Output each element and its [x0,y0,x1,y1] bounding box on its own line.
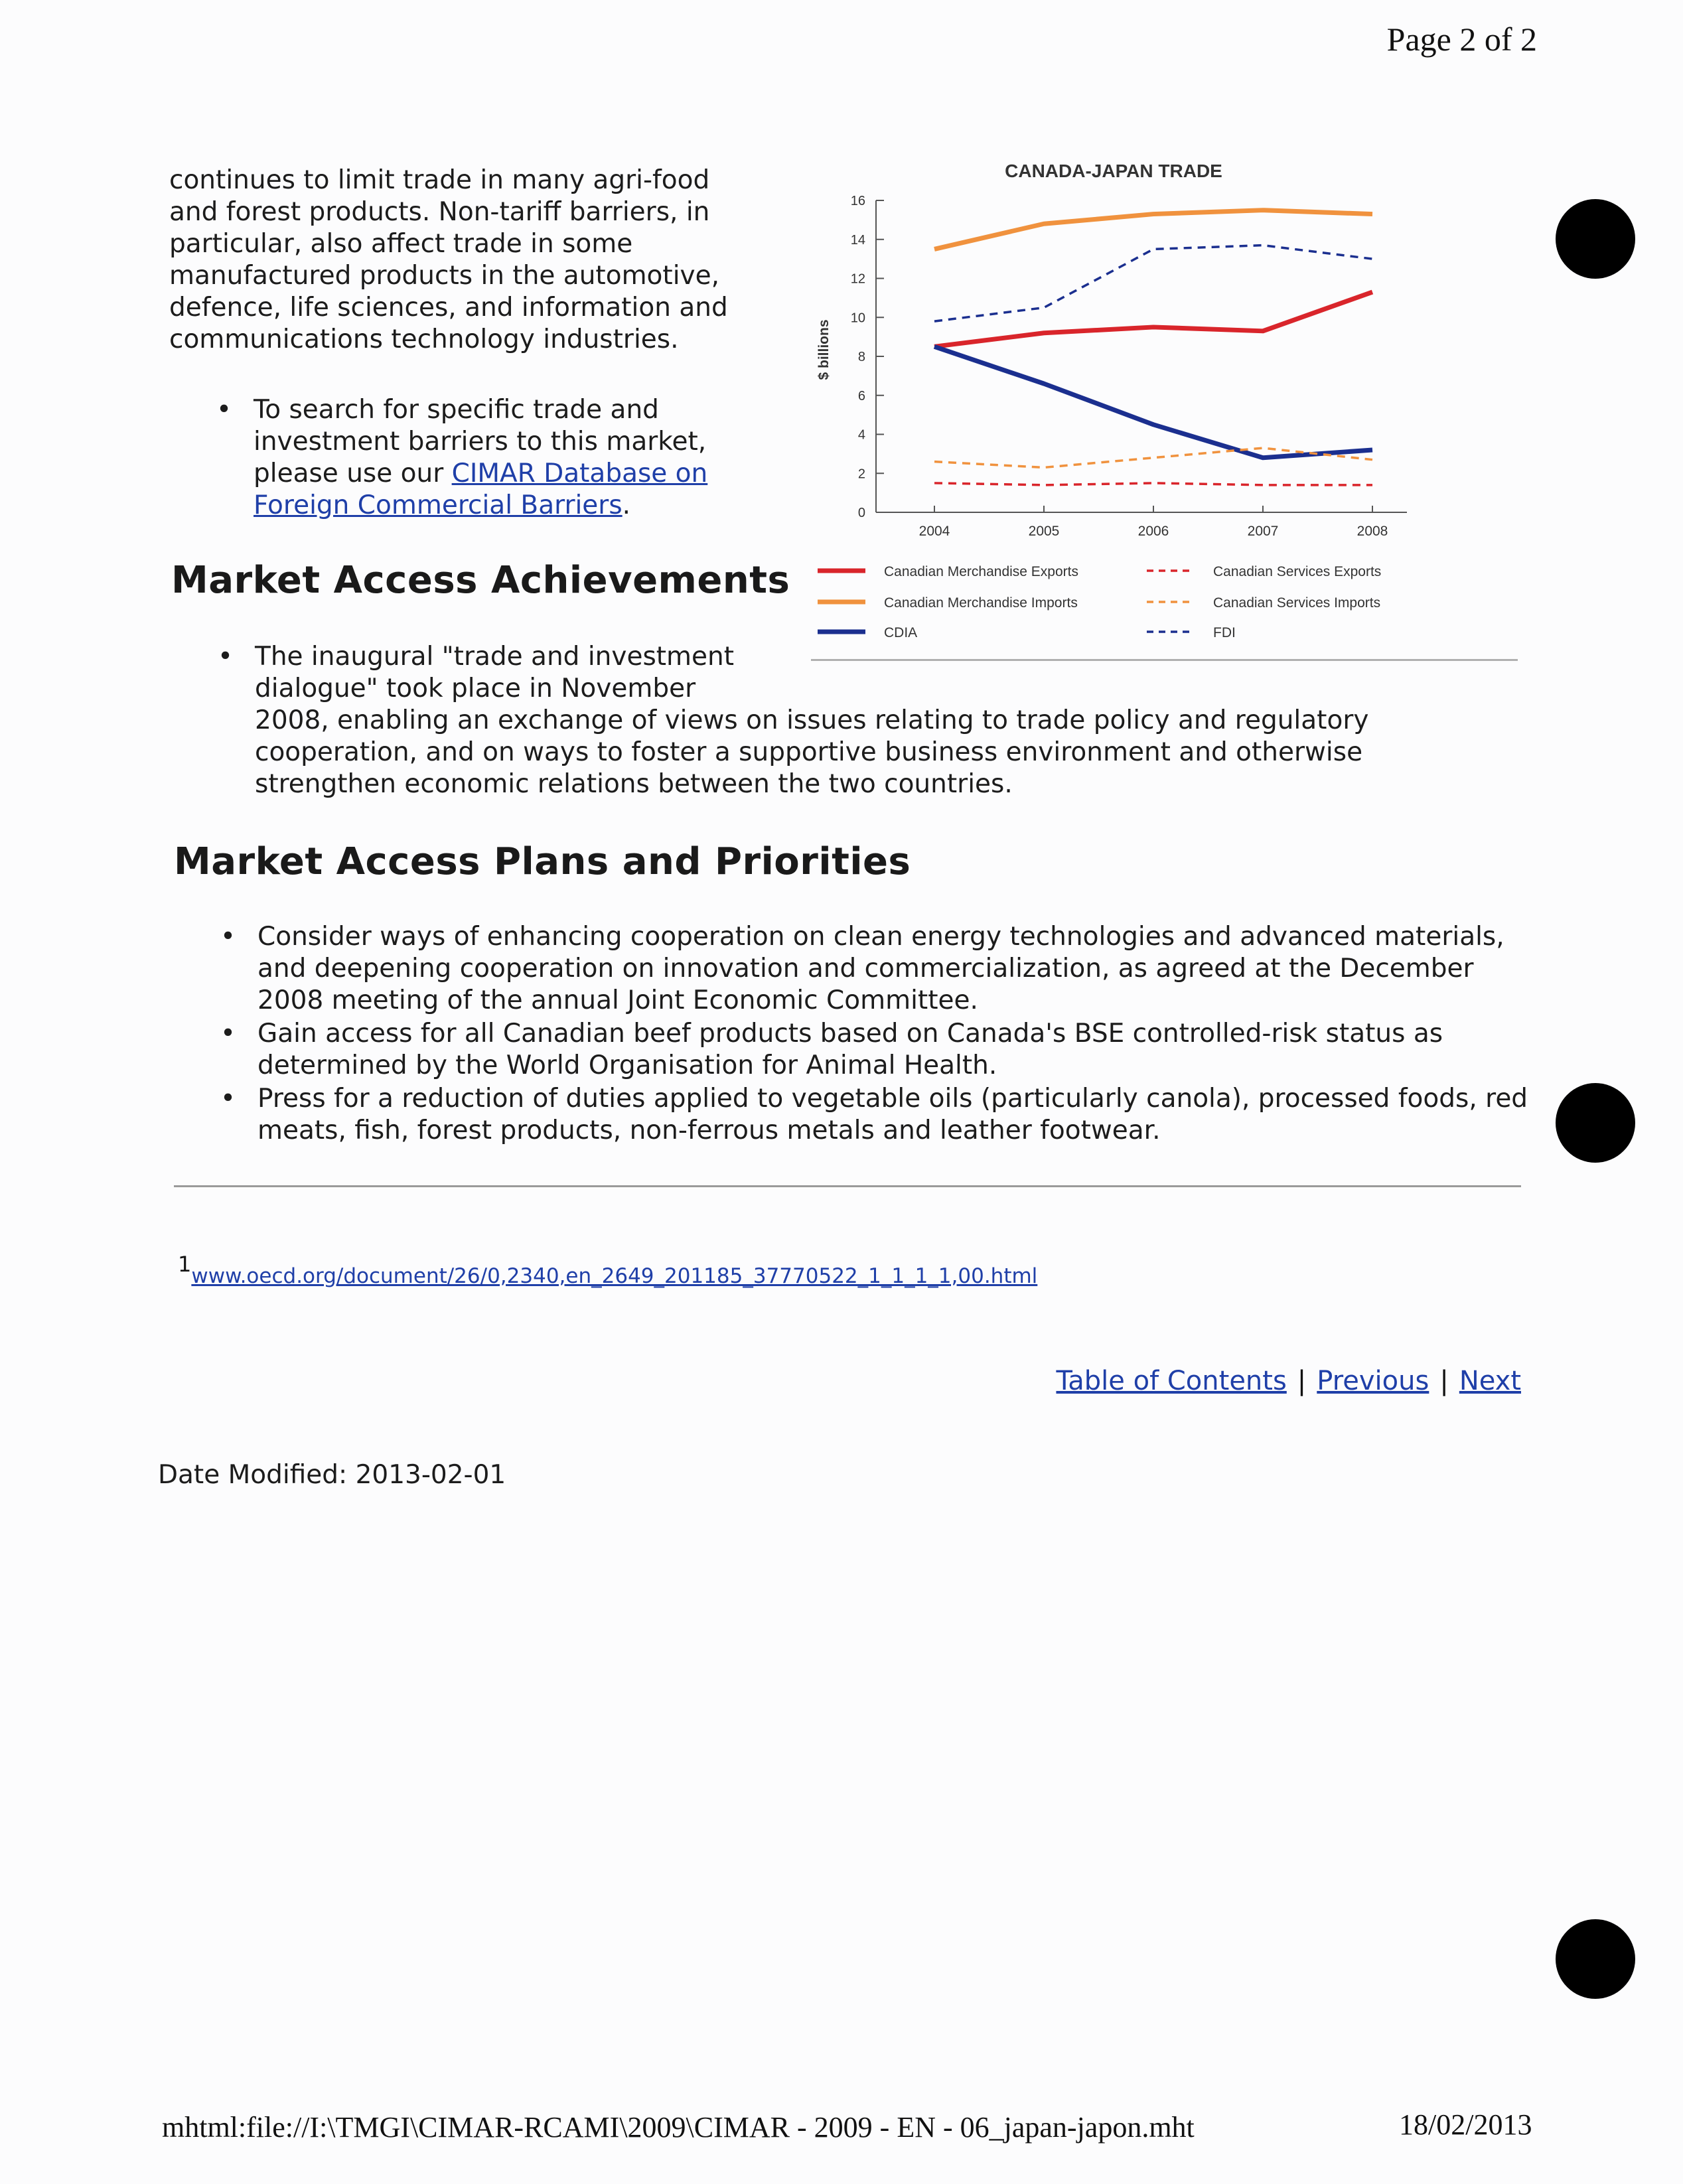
bullet-dot: • [220,1019,236,1049]
series-line-cdia [934,346,1372,457]
nav-separator: | [1297,1366,1307,1396]
legend-label: Canadian Services Exports [1213,564,1382,579]
bullet-dot: • [220,922,236,952]
punch-hole [1556,199,1635,279]
bullet-dot: • [218,642,234,672]
y-axis-label: $ billions [816,319,832,380]
x-tick-label: 2006 [1137,524,1169,539]
list-item [220,921,1532,1017]
y-tick-label: 4 [857,427,865,443]
previous-link[interactable]: Previous [1317,1366,1429,1396]
next-link[interactable]: Next [1459,1366,1521,1396]
y-tick-label: 2 [857,467,865,482]
print-date: 18/02/2013 [1399,2108,1532,2141]
legend-label: CDIA [884,625,918,640]
bullet-text: To search for specific trade and investment barriers to this market, please use our [254,395,707,488]
canada-japan-trade-chart [802,153,1439,664]
plan-text: Press for a reduction of duties applied to vegetable oils (particularly canola), processed foods, red meats, fish, forest products, non-ferrous metals and leather footwear. [257,1084,1528,1145]
chart-divider [811,659,1518,661]
footnote-number: 1 [178,1252,192,1277]
achievement-bullet [218,641,759,705]
footnote-link[interactable]: www.oecd.org/document/26/0,2340,en_2649_201185_37770522_1_1_1_1,00.html [191,1264,1038,1288]
print-file-path: mhtml:file://I:\TMGI\CIMAR-RCAMI\2009\CIMAR - 2009 - EN - 06_japan-japon.mht [162,2111,1195,2144]
bullet-dot: • [216,395,232,425]
bullet-text-end: . [622,490,631,520]
series-line-canadian-services-exports [934,483,1372,485]
y-tick-label: 10 [850,311,865,326]
intro-paragraph: continues to limit trade in many agri-food and forest products. Non-tariff barriers, in particular, also affect trade in some manufactured products in the automotive, defence, life sciences, and information and communications technology industries. [169,165,728,354]
punch-hole [1556,1083,1635,1163]
punch-hole [1556,1919,1635,1999]
series-line-fdi [934,246,1372,322]
list-item [220,1083,1532,1147]
x-tick-label: 2004 [918,524,950,539]
y-tick-label: 8 [857,350,865,364]
legend-label: Canadian Merchandise Exports [884,564,1078,579]
achievement-text-continued: 2008, enabling an exchange of views on issues relating to trade policy and regulatory cooperation, and on ways to foster a supportive business environment and otherwise strengthen economic relations between the two countries. [255,705,1369,799]
footnote [178,1252,1038,1288]
series-line-canadian-merchandise-exports [934,292,1372,346]
legend-label: Canadian Merchandise Imports [884,595,1078,611]
date-modified: Date Modified: 2013-02-01 [158,1460,506,1490]
plan-text: Consider ways of enhancing cooperation on clean energy technologies and advanced materials, and deepening cooperation on innovation and commercialization, as agreed at the December 2008 meeting of the annual Joint Economic Committee. [257,922,1504,1015]
achievement-text-start: The inaugural "trade and investment dialogue" took place in November [255,642,735,703]
list-item [220,1018,1532,1082]
chart-title: CANADA-JAPAN TRADE [1005,161,1222,181]
achievements-heading: Market Access Achievements [171,559,790,602]
series-line-canadian-merchandise-imports [934,210,1372,250]
section-divider [174,1185,1521,1187]
y-tick-label: 6 [857,388,865,403]
cimar-database-link[interactable]: CIMAR Database on Foreign Commercial Barriers [254,459,708,520]
y-tick-label: 14 [850,232,865,248]
plans-list [220,921,1532,1148]
x-tick-label: 2008 [1356,524,1388,539]
page-number: Page 2 of 2 [1386,21,1537,58]
page-navigation [1056,1366,1521,1396]
bullet-dot: • [220,1084,236,1114]
y-tick-label: 16 [850,194,865,208]
legend-label: FDI [1213,625,1236,640]
nav-separator: | [1439,1366,1449,1396]
x-tick-label: 2005 [1028,524,1060,539]
series-line-canadian-services-imports [934,448,1372,467]
plans-heading: Market Access Plans and Priorities [174,840,911,883]
y-tick-label: 12 [850,271,865,287]
legend-label: Canadian Services Imports [1213,595,1381,611]
plan-text: Gain access for all Canadian beef products based on Canada's BSE controlled-risk status as determined by the World Organisation for Animal Health. [257,1019,1443,1080]
y-tick-label: 0 [857,506,865,520]
barriers-search-bullet [216,394,784,522]
x-tick-label: 2007 [1247,524,1279,539]
table-of-contents-link[interactable]: Table of Contents [1056,1366,1287,1396]
